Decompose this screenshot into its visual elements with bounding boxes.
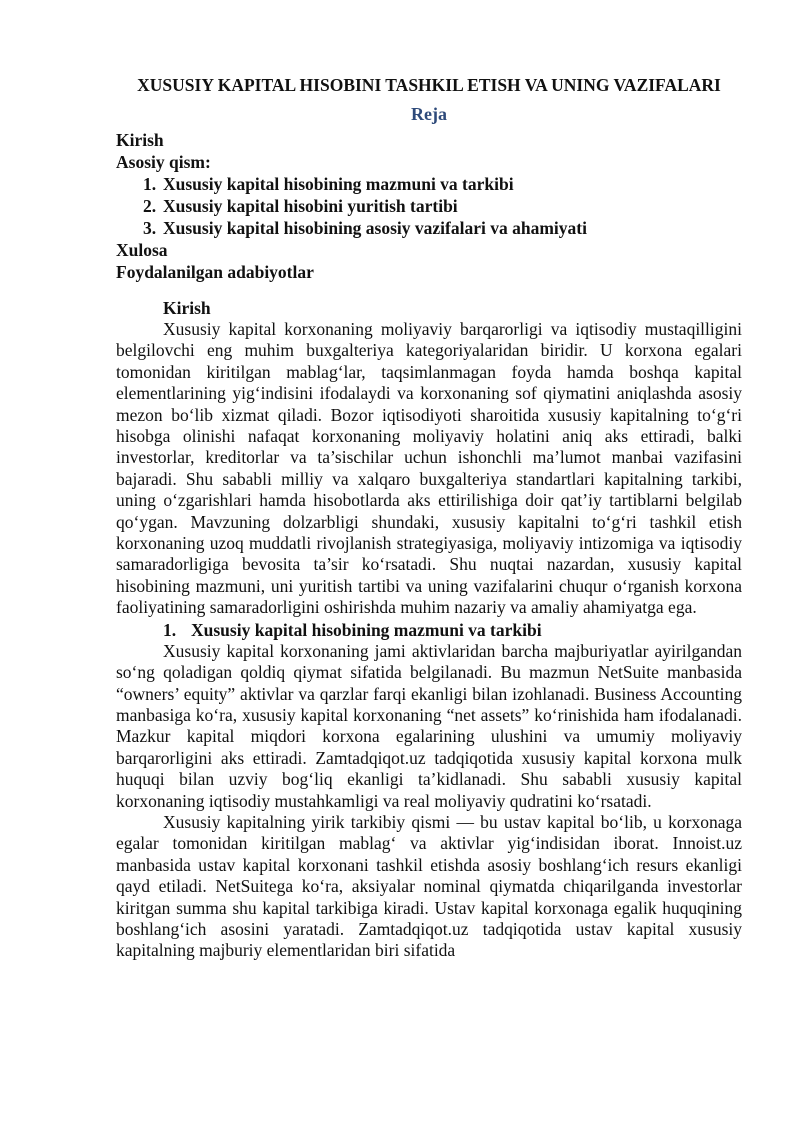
toc-main-part: Asosiy qism: [116,152,211,172]
plan-heading: Reja [411,104,447,124]
spacer [116,283,742,297]
toc-references: Foydalanilgan adabiyotlar [116,262,314,282]
toc-conclusion: Xulosa [116,240,168,260]
toc-item: 3. Xususiy kapital hisobining asosiy vazifalari va ahamiyati [143,218,587,238]
section-1-paragraph: Xususiy kapital korxonaning jami aktivlaridan barcha majburiyatlar ayirilgandan so‘ng qoladigan qoldiq qiymat sifatida belgilanadi. Bu mazmun NetSuite manbasida “owners’ equity” aktivlar va qarzlar farqi ekanligi bilan izohlanadi. Business Accounting manbasiga ko‘ra, xususiy kapital korxonaning “net assets” ko‘rinishida ham ifodalanadi. Mazkur kapital miqdori korxona egalarining ulushini va umumiy moliyaviy barqarorligini aks ettiradi. Zamtadqiqot.uz tadqiqotida xususiy kapital korxona mulk huquqi bilan uzviy bog‘liq ekanligi ta’kidlanadi. Shu sababli xususiy kapital korxonaning iqtisodiy mustahkamligi va real moliyaviy qudratini ko‘rsatadi. [116,640,742,811]
intro-paragraph: Xususiy kapital korxonaning moliyaviy barqarorligi va iqtisodiy mustaqilligini belgilovchi eng muhim buxgalteriya kategoriyalaridan biridir. U korxona egalari tomonidan kiritilgan mablag‘lar, taqsimlanmagan foyda hamda boshqa kapital elementlarining yig‘indisini ifodalaydi va korxonaning sof qiymatini aniqlashda asosiy mezon bo‘lib xizmat qiladi. Bozor iqtisodiyoti sharoitida xususiy kapitalning to‘g‘ri hisobga olinishi nafaqat korxonaning moliyaviy holatini aniq aks ettiradi, balki investorlar, kreditorlar va ta’sischilar uchun ishonchli ma’lumot manbai vazifasini bajaradi. Shu sababli milliy va xalqaro buxgalteriya standartlari kapitalning tarkibi, uning o‘zgarishlari hamda hisobotlarda aks ettirilishiga doir qat’iy tartiblarni belgilab qo‘ygan. Mavzuning dolzarbligi shundaki, xususiy kapitalni to‘g‘ri tashkil etish korxonaning uzoq muddatli rivojlanish strategiyasiga, moliyaviy intizomiga va iqtisodiy samaradorligiga bevosita ta’sir ko‘rsatadi. Shu nuqtai nazardan, xususiy kapital hisobining mazmuni, uni yuritish tartibi va uning vazifalarini chuqur o‘rganish korxona faoliyatining samaradorligini oshirishda muhim nazariy va amaliy ahamiyatga ega. [116,319,742,618]
toc-intro: Kirish [116,130,164,150]
section-1-paragraph: Xususiy kapitalning yirik tarkibiy qismi — bu ustav kapital bo‘lib, u korxonaga egalar tomonidan kiritilgan mablag‘ va aktivlar yig‘indisidan iborat. Innoist.uz manbasida ustav kapital korxonani tashkil etishda asosiy boshlang‘ich resurs ekanligi qayd etiladi. NetSuitega ko‘ra, aksiyalar nominal qiymatda chiqarilganda investorlar kiritgan summa shu kapital tarkibiga kiradi. Ustav kapital korxonaga egalik huquqining boshlang‘ich asosini yaratadi. Zamtadqiqot.uz tadqiqotida ustav kapital xususiy kapitalning majburiy elementlaridan biri sifatida [116,811,742,961]
toc-list [116,173,742,239]
toc-item: 2. Xususiy kapital hisobini yuritish tartibi [143,196,458,216]
document-title: XUSUSIY KAPITAL HISOBINI TASHKIL ETISH VA UNING VAZIFALARI [137,75,721,95]
toc-item: 1. Xususiy kapital hisobining mazmuni va tarkibi [143,174,514,194]
intro-heading: Kirish [163,298,211,318]
section-1-heading: 1. Xususiy kapital hisobining mazmuni va tarkibi [163,619,542,640]
